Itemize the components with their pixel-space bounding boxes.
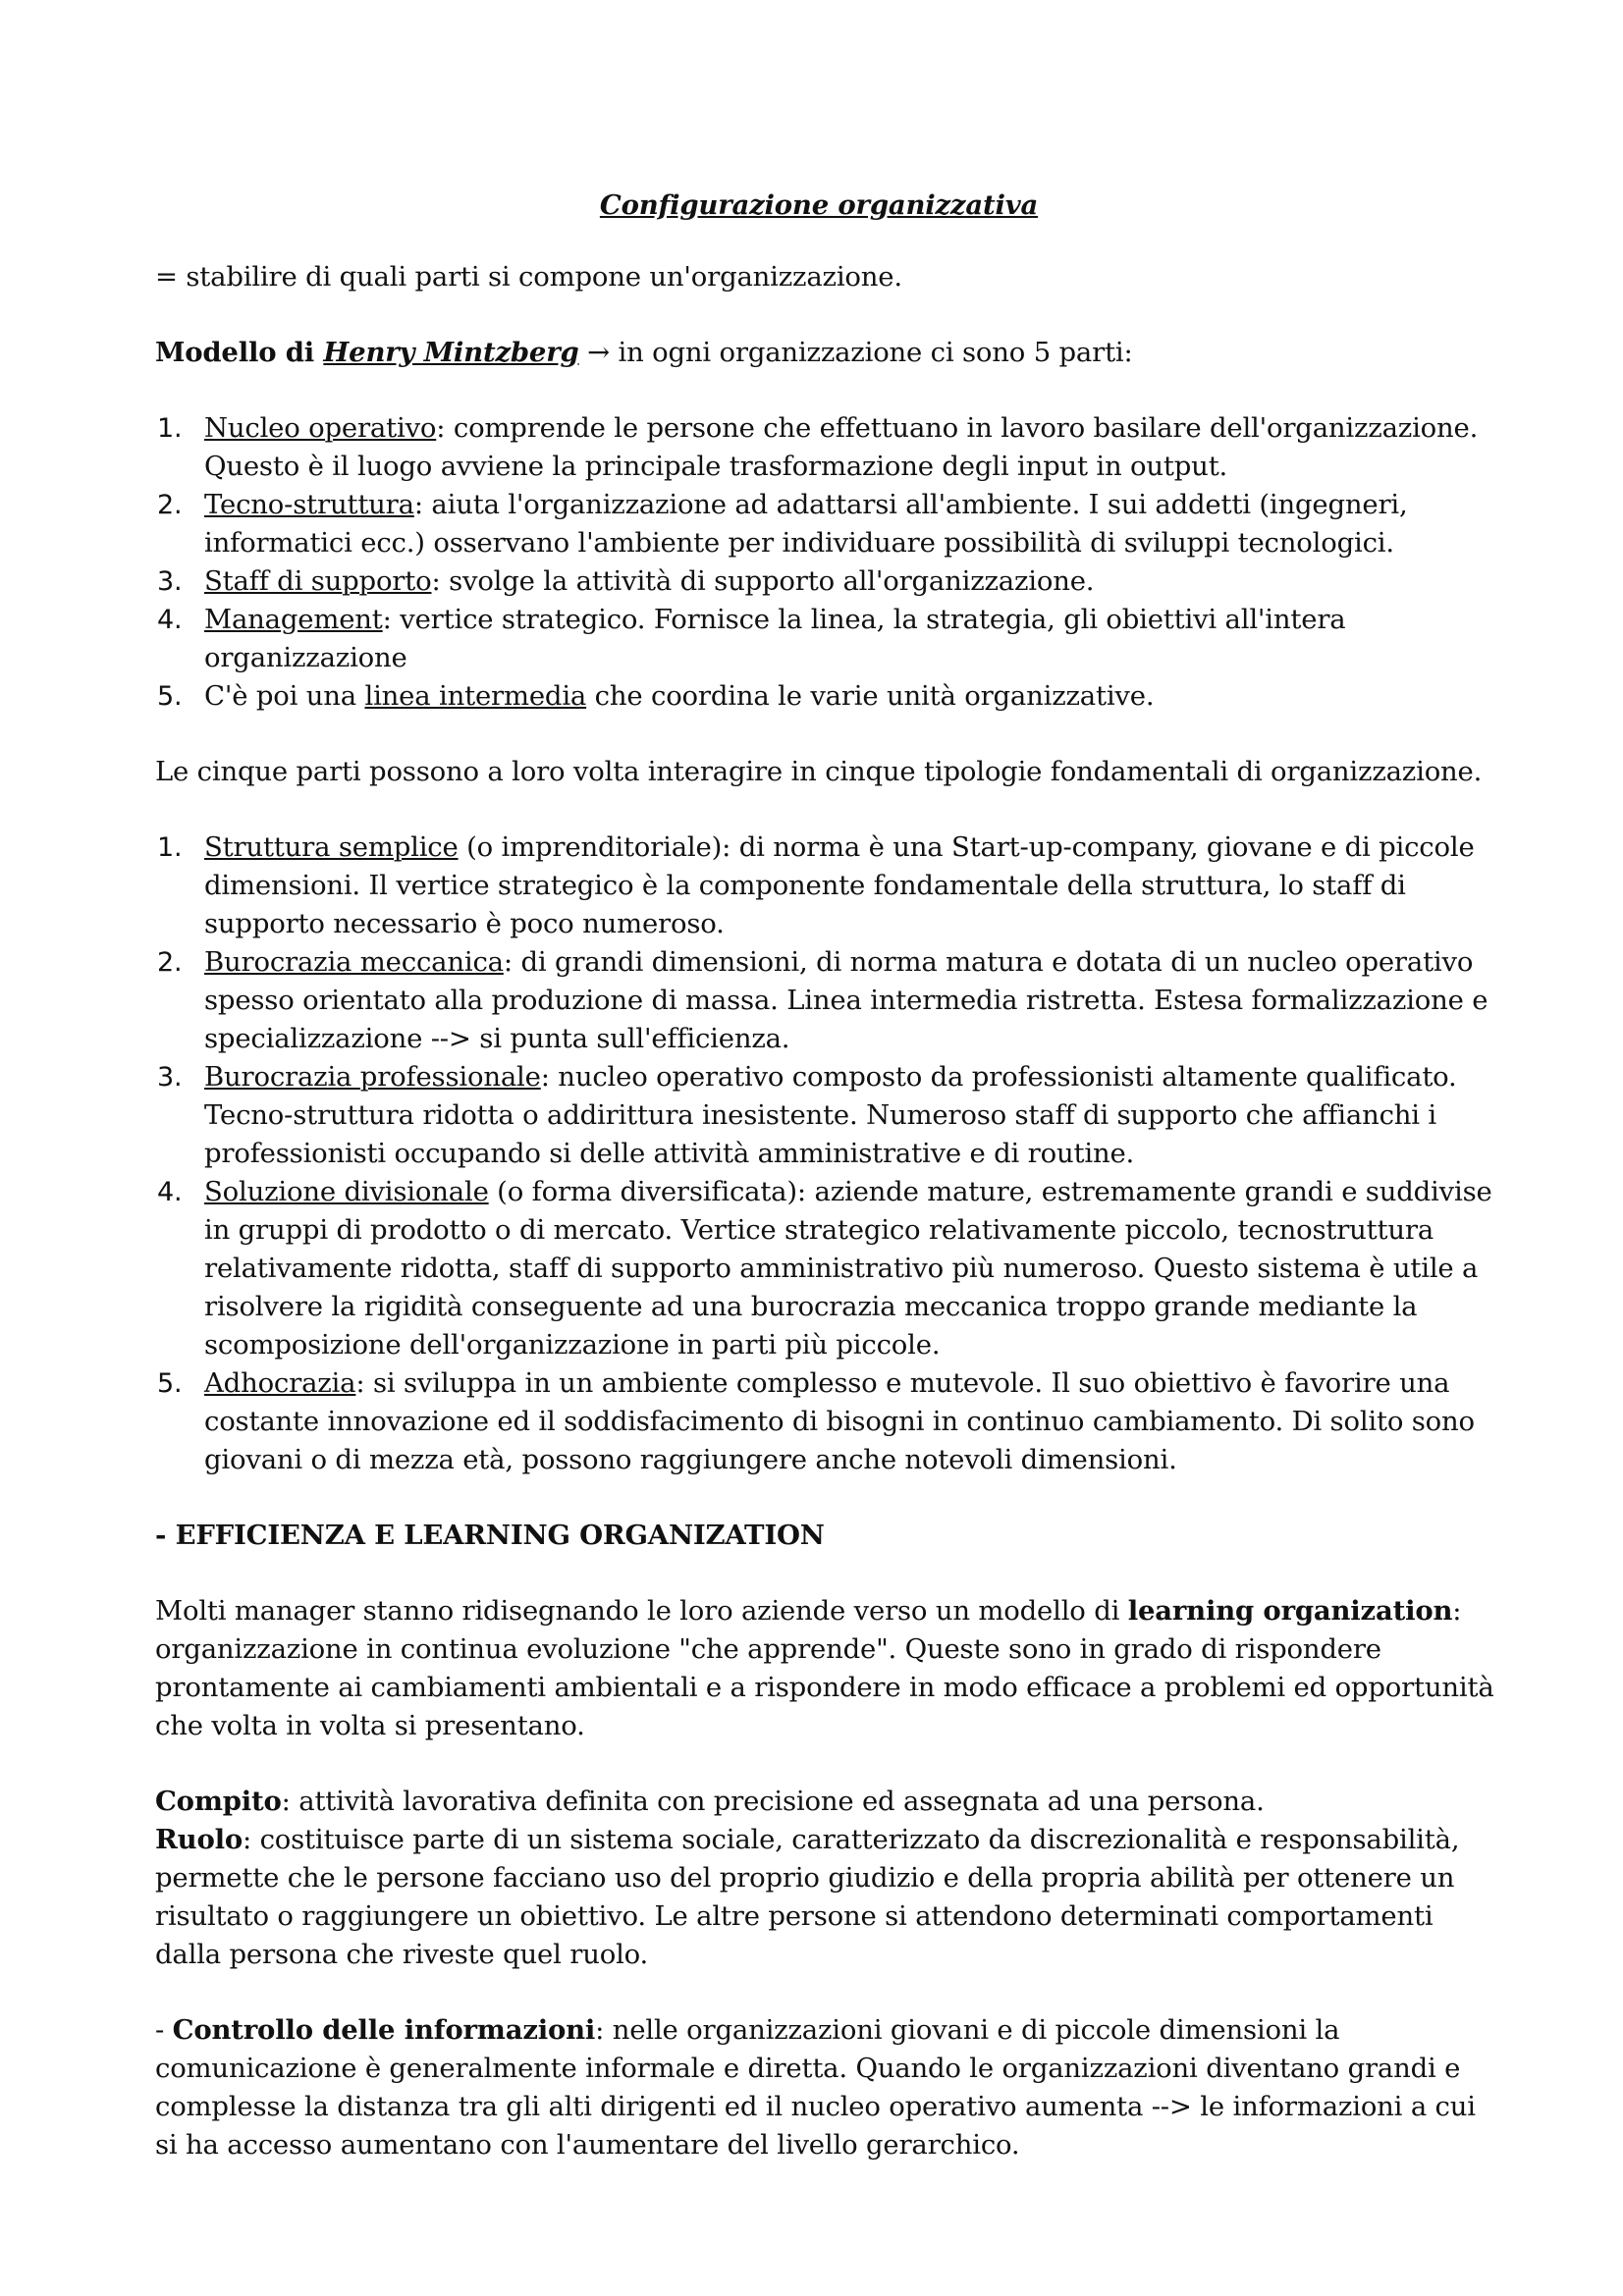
list-item xyxy=(155,943,1500,1058)
item-text: : nucleo operativo composto da professionisti altamente qualificato. Tecno-struttura ridotta o addirittura inesistente. Numeroso staff di supporto che affianchi i professionisti occupando si delle attività amministrative e di routine. xyxy=(204,1061,1457,1169)
model-author: Henry Mintzberg xyxy=(323,337,579,368)
list-item xyxy=(155,601,1500,677)
controllo-term: Controllo delle informazioni xyxy=(172,2014,596,2046)
model-suffix: → in ogni organizzazione ci sono 5 parti: xyxy=(578,337,1133,368)
item-text: : vertice strategico. Fornisce la linea, la strategia, gli obiettivi all'intera organizzazione xyxy=(204,604,1346,673)
item-number: 5. xyxy=(157,1368,183,1399)
list-item xyxy=(155,677,1500,716)
intro-line: = stabilire di quali parti si compone un'organizzazione. xyxy=(155,261,902,293)
item-term: Struttura semplice xyxy=(204,831,459,863)
item-term: Burocrazia meccanica xyxy=(204,946,504,978)
types-list xyxy=(155,828,1500,1479)
item-number: 4. xyxy=(157,1177,183,1207)
controllo-text: : nelle organizzazioni giovani e di piccole dimensioni la comunicazione è generalmente informale e diretta. Quando le organizzazioni diventano grandi e complesse la distanza tra gli alti dirigenti ed il nucleo operativo aumenta --> le informazioni a cui si ha accesso aumentano con l'aumentare del livello gerarchico. xyxy=(155,2014,1476,2161)
item-text: che coordina le varie unità organizzative. xyxy=(586,680,1155,712)
parts-list xyxy=(155,409,1500,716)
document-title: Configurazione organizzativa xyxy=(599,189,1039,221)
controllo-prefix: - xyxy=(155,2014,173,2046)
item-term: linea intermedia xyxy=(364,680,587,712)
list-item xyxy=(155,828,1500,943)
item-number: 5. xyxy=(157,681,183,712)
compito-line xyxy=(155,1783,1500,1821)
document-body xyxy=(155,187,1500,2164)
types-intro: Le cinque parti possono a loro volta interagire in cinque tipologie fondamentali di organizzazione. xyxy=(155,756,1483,787)
item-term: Nucleo operativo xyxy=(204,412,437,444)
list-item xyxy=(155,1058,1500,1173)
item-term: Tecno-struttura xyxy=(204,489,414,520)
item-number: 2. xyxy=(157,947,183,978)
ruolo-text: : costituisce parte di un sistema sociale, caratterizzato da discrezionalità e responsabilità, permette che le persone facciano uso del proprio giudizio e della propria abilità per ottenere un risultato o raggiungere un obiettivo. Le altre persone si attendono determinati comportamenti dalla persona che riveste quel ruolo. xyxy=(155,1824,1460,1970)
list-item xyxy=(155,486,1500,562)
item-term: Burocrazia professionale xyxy=(204,1061,541,1093)
learning-term: learning organization xyxy=(1127,1595,1453,1627)
item-text: : svolge la attività di supporto all'organizzazione. xyxy=(431,565,1095,597)
controllo-paragraph xyxy=(155,2011,1500,2164)
list-item xyxy=(155,1364,1500,1479)
list-item xyxy=(155,1173,1500,1364)
item-term: Soluzione divisionale xyxy=(204,1176,489,1207)
item-text: : si sviluppa in un ambiente complesso e mutevole. Il suo obiettivo è favorire una costante innovazione ed il soddisfacimento di bisogni in continuo cambiamento. Di solito sono giovani o di mezza età, possono raggiungere anche notevoli dimensioni. xyxy=(204,1367,1475,1475)
section-heading: - EFFICIENZA E LEARNING ORGANIZATION xyxy=(155,1520,825,1551)
learning-post: : organizzazione in continua evoluzione "che apprende". Queste sono in grado di rispondere prontamente ai cambiamenti ambientali e a rispondere in modo efficace a problemi ed opportunità che volta in volta si presentano. xyxy=(155,1595,1494,1741)
ruolo-term: Ruolo xyxy=(155,1824,243,1855)
model-prefix: Modello di xyxy=(155,337,324,368)
learning-pre: Molti manager stanno ridisegnando le loro aziende verso un modello di xyxy=(155,1595,1128,1627)
item-number: 1. xyxy=(157,832,183,863)
list-item xyxy=(155,562,1500,601)
item-text: : comprende le persone che effettuano in lavoro basilare dell'organizzazione. Questo è il luogo avviene la principale trasformazione degli input in output. xyxy=(204,412,1479,482)
model-line xyxy=(155,334,1500,372)
item-pre: C'è poi una xyxy=(204,680,365,712)
item-text: (o forma diversificata): aziende mature, estremamente grandi e suddivise in gruppi di prodotto o di mercato. Vertice strategico relativamente piccolo, tecnostruttura relativamente ridotta, staff di supporto amministrativo più numeroso. Questo sistema è utile a risolvere la rigidità conseguente ad una burocrazia meccanica troppo grande mediante la scomposizione dell'organizzazione in parti più piccole. xyxy=(204,1176,1492,1361)
item-term: Staff di supporto xyxy=(204,565,432,597)
list-item xyxy=(155,409,1500,486)
item-number: 4. xyxy=(157,605,183,635)
item-term: Adhocrazia xyxy=(204,1367,356,1399)
compito-term: Compito xyxy=(155,1786,282,1817)
item-term: Management xyxy=(204,604,383,635)
item-text: : aiuta l'organizzazione ad adattarsi all'ambiente. I sui addetti (ingegneri, informatici ecc.) osservano l'ambiente per individuare possibilità di sviluppi tecnologici. xyxy=(204,489,1408,559)
compito-text: : attività lavorativa definita con precisione ed assegnata ad una persona. xyxy=(281,1786,1265,1817)
learning-paragraph xyxy=(155,1592,1500,1745)
item-number: 3. xyxy=(157,1062,183,1093)
item-number: 3. xyxy=(157,566,183,597)
ruolo-paragraph xyxy=(155,1821,1500,1974)
item-text: : di grandi dimensioni, di norma matura e dotata di un nucleo operativo spesso orientato alla produzione di massa. Linea intermedia ristretta. Estesa formalizzazione e specializzazione --> si punta sull'efficienza. xyxy=(204,946,1488,1054)
item-number: 2. xyxy=(157,490,183,520)
item-number: 1. xyxy=(157,413,183,444)
item-text: (o imprenditoriale): di norma è una Start-up-company, giovane e di piccole dimensioni. Il vertice strategico è la componente fondamentale della struttura, lo staff di supporto necessario è poco numeroso. xyxy=(204,831,1475,939)
